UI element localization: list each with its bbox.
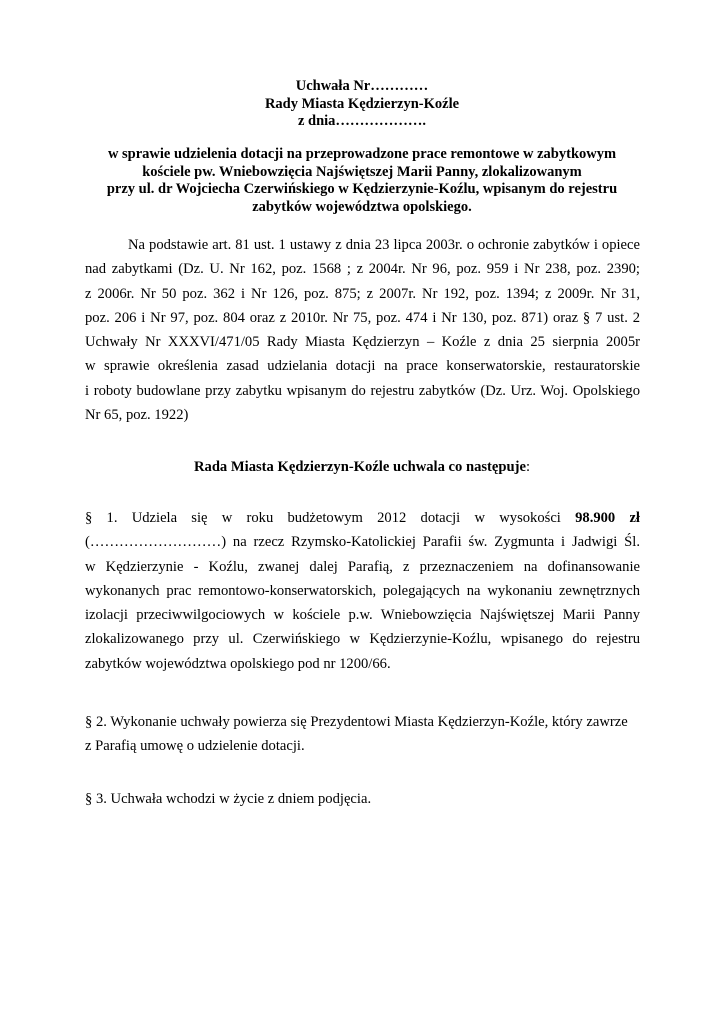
basis-line: Na podstawie art. 81 ust. 1 ustawy z dnia 23 lipca 2003r. o ochronie zabytków i opiece: [128, 237, 640, 253]
paragraph-1-line: w Kędzierzynie - Koźlu, zwanej dalej Parafią, z przeznaczeniem na dofinansowanie: [85, 558, 640, 575]
paragraph-1-prefix: § 1. Udziela się w roku budżetowym 2012 dotacji w wysokości: [85, 510, 576, 526]
paragraph-1-line: (………………………) na rzecz Rzymsko-Katolickiej Parafii św. Zygmunta i Jadwigi Śl.: [85, 534, 640, 551]
paragraph-1-line: izolacji przeciwwilgociowych w kościele p.w. Wniebowzięcia Najświętszej Marii Panny: [85, 607, 640, 624]
paragraph-1: [85, 506, 640, 676]
paragraph-1-first-line: [85, 506, 640, 530]
basis-line: w sprawie określenia zasad udzielania dotacji na prace konserwatorskie, restauratorskie: [85, 358, 640, 375]
paragraph-1-line: zlokalizowanego przy ul. Czerwińskiego w Kędzierzynie-Koźlu, wpisanego do rejestru: [85, 631, 640, 648]
paragraph-2-line: § 2. Wykonanie uchwały powierza się Prezydentowi Miasta Kędzierzyn-Koźle, który zawrze: [85, 714, 628, 730]
resolution-header: [80, 78, 644, 131]
resolution-heading-text: Rada Miasta Kędzierzyn-Koźle uchwala co następuje: [193, 459, 526, 475]
subject-line: kościele pw. Wniebowzięcia Najświętszej Marii Panny, zlokalizowanym: [142, 163, 582, 180]
basis-line: i roboty budowlane przy zabytku wpisanym do rejestru zabytków (Dz. Urz. Woj. Opolskiego: [85, 382, 640, 399]
resolution-heading-colon: :: [525, 459, 531, 475]
basis-line: poz. 206 i Nr 97, poz. 804 oraz z 2010r. Nr 75, poz. 474 i Nr 130, poz. 871) oraz § 7 ust. 2: [85, 309, 640, 326]
basis-line: z 2006r. Nr 50 poz. 362 i Nr 126, poz. 875; z 2007r. Nr 192, poz. 1394; z 2009r. Nr 31,: [85, 285, 640, 302]
subject-line: zabytków województwa opolskiego.: [252, 198, 472, 215]
legal-basis: [85, 233, 640, 427]
subject-line: przy ul. dr Wojciecha Czerwińskiego w Kędzierzynie-Koźlu, wpisanym do rejestru: [106, 181, 618, 197]
paragraph-2: [85, 710, 640, 759]
paragraph-1-line: wykonanych prac remontowo-konserwatorskich, polegających na wykonaniu zewnętrznych: [85, 582, 640, 599]
resolution-subject: [82, 146, 642, 216]
paragraph-3: [85, 787, 640, 811]
grant-amount: 98.900 zł: [575, 510, 640, 526]
basis-line: Nr 65, poz. 1922): [85, 407, 189, 424]
resolution-date: z dnia……………….: [297, 113, 427, 129]
resolution-heading: [80, 457, 644, 477]
paragraph-1-line: zabytków województwa opolskiego pod nr 1200/66.: [85, 655, 391, 672]
basis-line: Uchwały Nr XXXVI/471/05 Rady Miasta Kędzierzyn – Koźle z dnia 25 sierpnia 2005r: [85, 334, 640, 351]
paragraph-2-line: z Parafią umowę o udzielenie dotacji.: [85, 738, 305, 755]
council-name: Rady Miasta Kędzierzyn-Koźle: [264, 95, 460, 112]
resolution-number: Uchwała Nr…………: [295, 78, 429, 94]
paragraph-3-line: § 3. Uchwała wchodzi w życie z dniem podjęcia.: [85, 791, 372, 807]
basis-line: nad zabytkami (Dz. U. Nr 162, poz. 1568 ; z 2004r. Nr 96, poz. 959 i Nr 238, poz. 2390;: [85, 261, 640, 278]
subject-line: w sprawie udzielenia dotacji na przeprowadzone prace remontowe w zabytkowym: [107, 146, 617, 162]
